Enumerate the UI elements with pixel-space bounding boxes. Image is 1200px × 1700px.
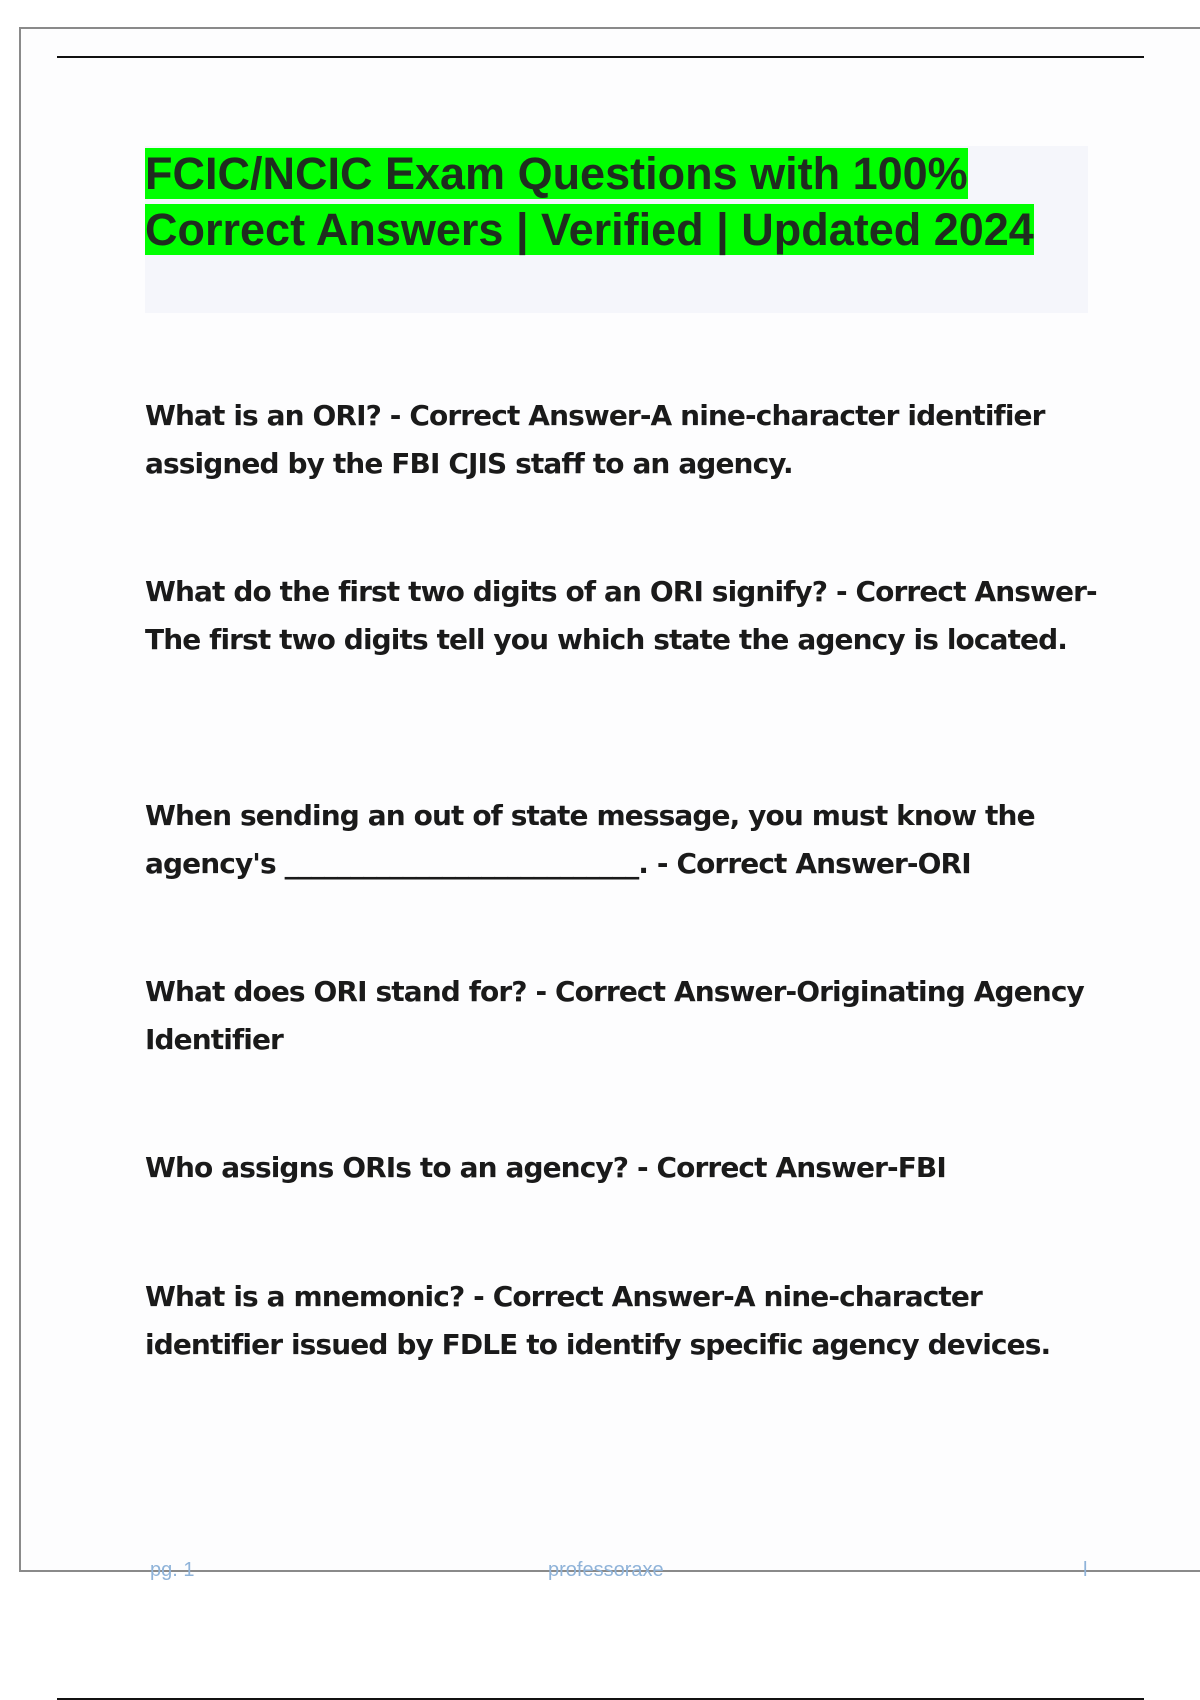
header-rule	[57, 56, 1144, 58]
qa-item-6: What is a mnemonic? - Correct Answer-A nine-character identifier issued by FDLE to identify specific agency devices.	[145, 1280, 1051, 1361]
qa-item-1: What is an ORI? - Correct Answer-A nine-character identifier assigned by the FBI CJIS staff to an agency.	[145, 399, 1045, 480]
qa-item-4: What does ORI stand for? - Correct Answer-Originating Agency Identifier	[145, 975, 1084, 1056]
footer-page-number: pg. 1	[150, 1559, 195, 1581]
title-highlight: FCIC/NCIC Exam Questions with 100% Correct Answers | Verified | Updated 2024	[145, 148, 1034, 255]
qa-item-5: Who assigns ORIs to an agency? - Correct Answer-FBI	[145, 1151, 946, 1184]
title-block	[145, 146, 1088, 313]
footer-separator: l	[1083, 1559, 1088, 1581]
qa-item-3: When sending an out of state message, you must know the agency's ___________________________. - Correct Answer-ORI	[145, 799, 1035, 880]
document-title	[145, 146, 1088, 258]
footer-author: professoraxe	[548, 1559, 664, 1581]
qa-item-2: What do the first two digits of an ORI signify? - Correct Answer-The first two digits tell you which state the agency is located.	[145, 575, 1097, 656]
